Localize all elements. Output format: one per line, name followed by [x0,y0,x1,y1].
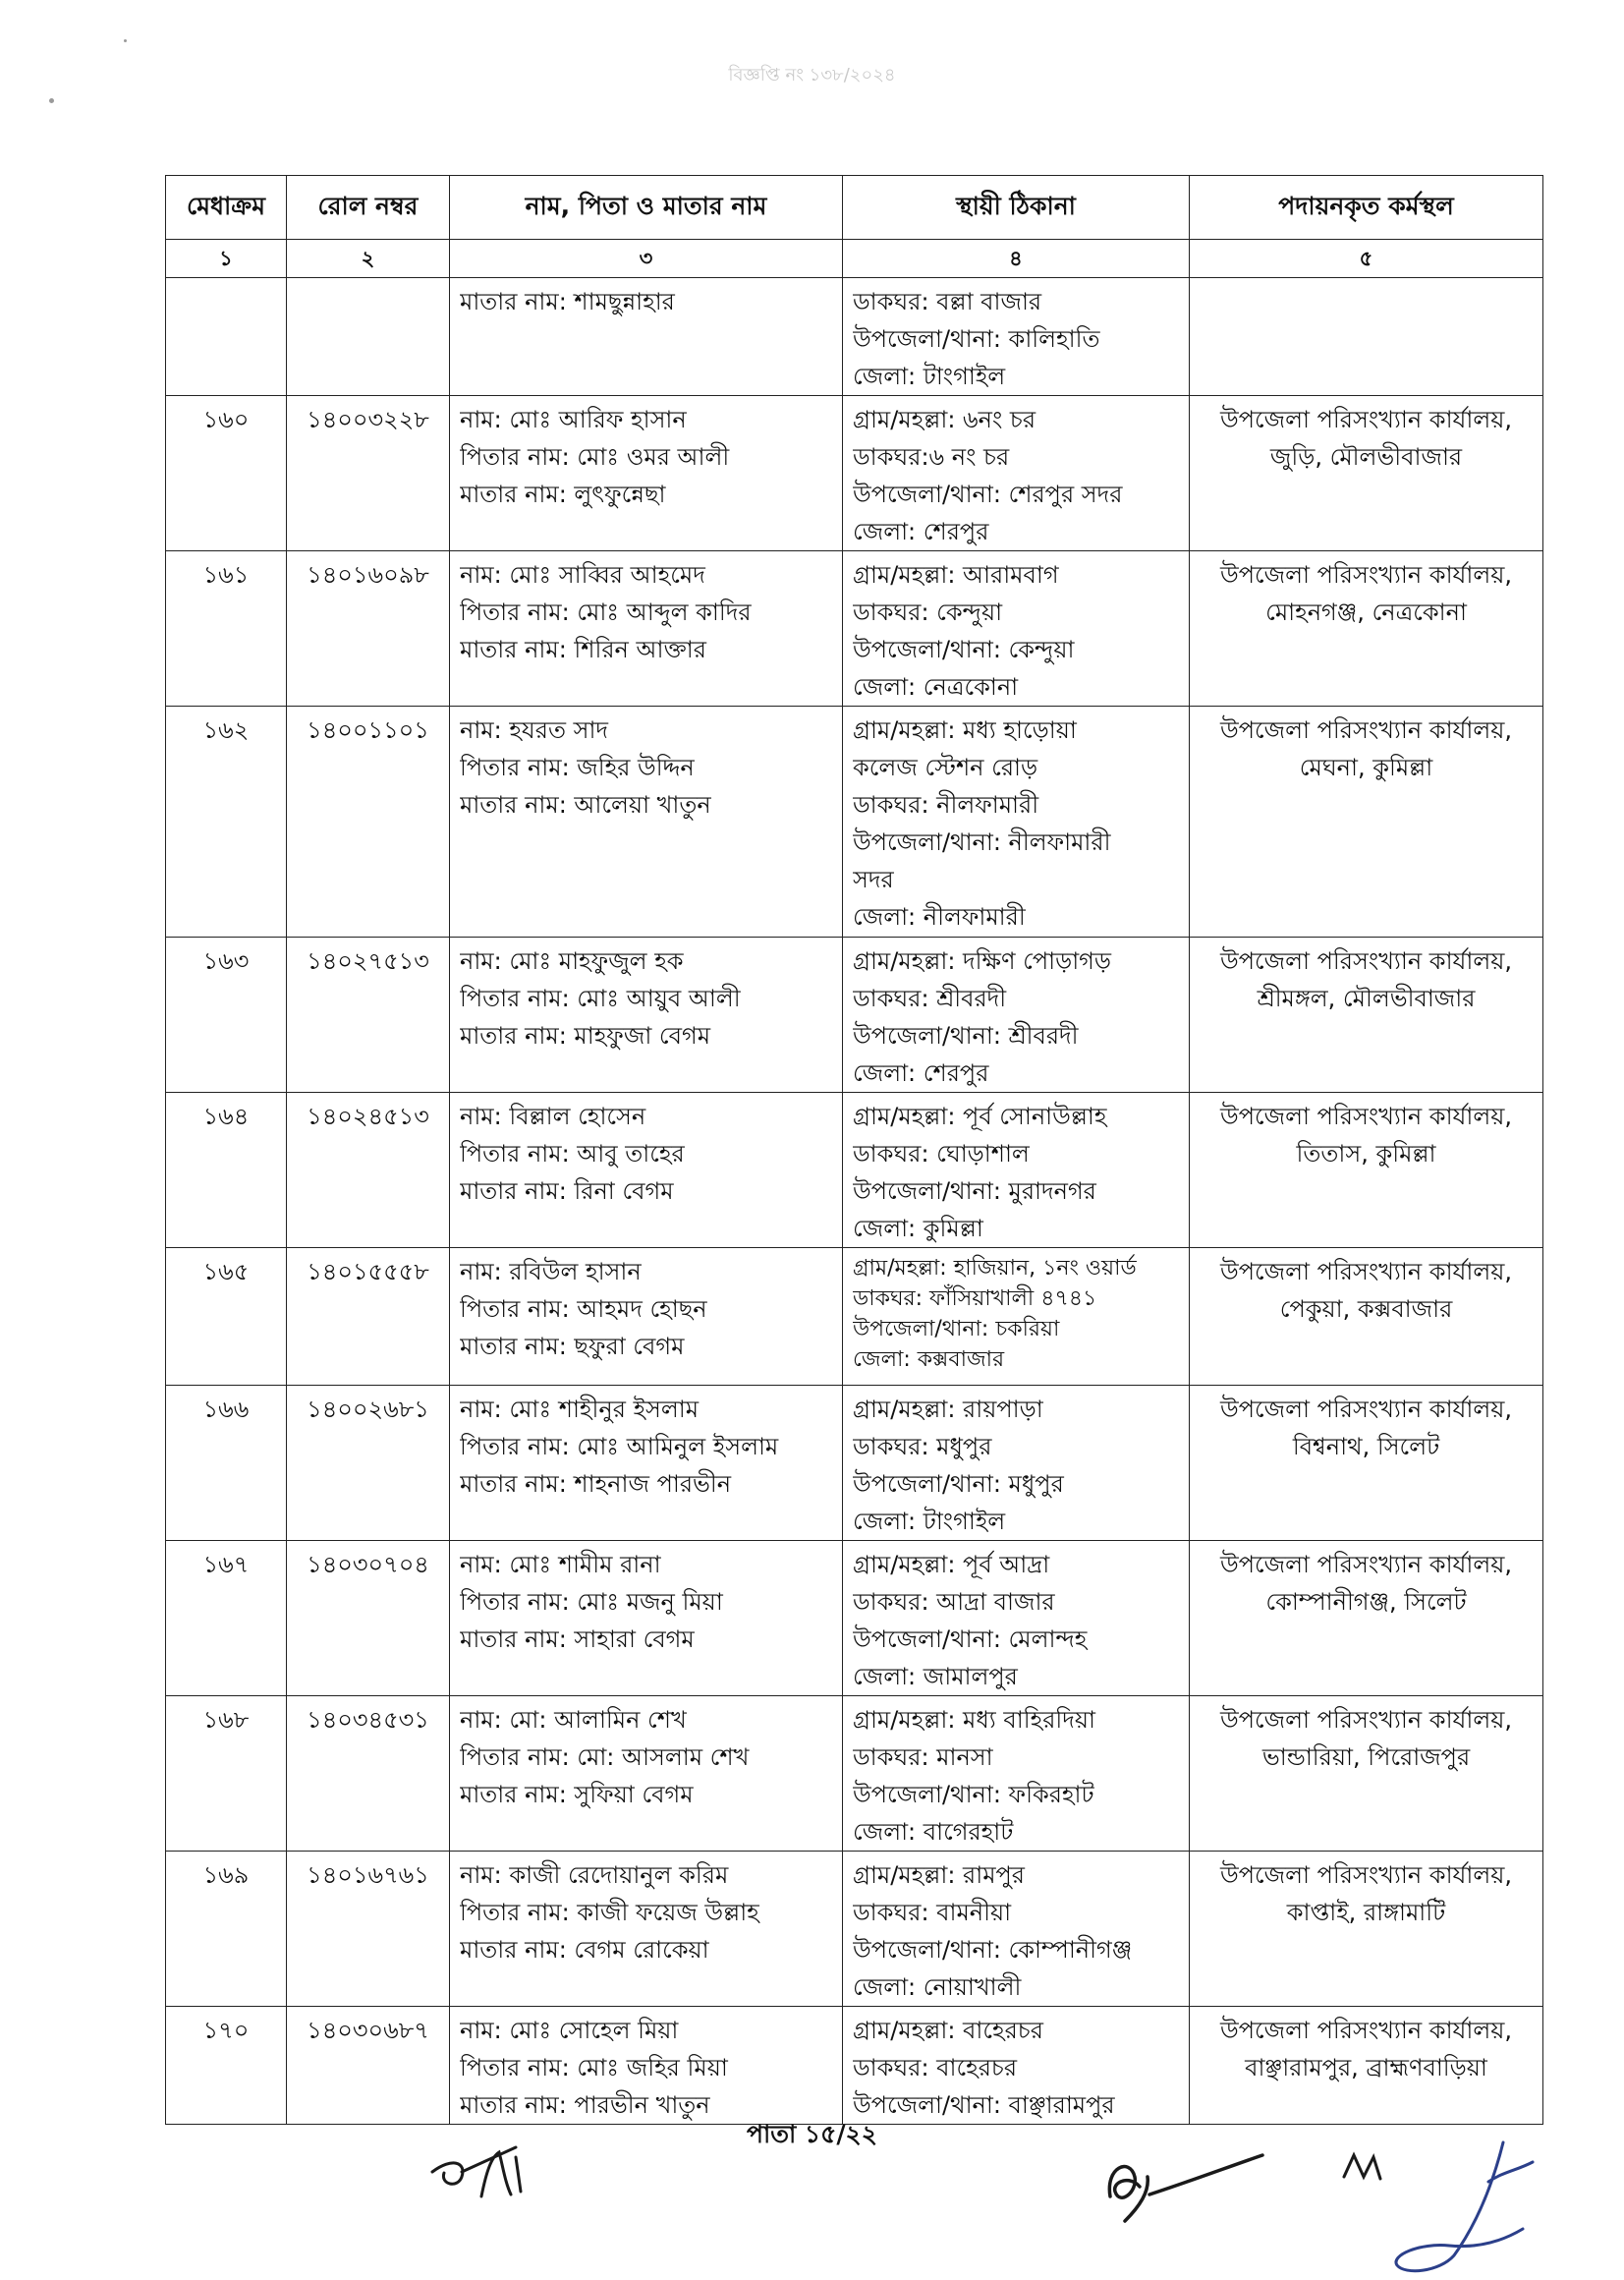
address-cell-line: গ্রাম/মহল্লা: দক্ষিণ পোড়াগড় [853,947,1112,975]
address-cell-line: উপজেলা/থানা: কালিহাতি [853,325,1100,353]
roll-cell [287,1093,450,1248]
table-row [166,2007,1543,2125]
address-cell-line: উপজেলা/থানা: শেরপুর সদর [853,481,1123,508]
table-row [166,1541,1543,1696]
address-cell-line: উপজেলা/থানা: শ্রীবরদী [853,1022,1079,1050]
address-cell-line: কলেজ স্টেশন রোড় [853,754,1038,781]
address-cell-line: জেলা: কুমিল্লা [853,1215,983,1242]
name-cell-line: পিতার নাম: মোঃ মজনু মিয়া [460,1588,723,1616]
address-cell-line: গ্রাম/মহল্লা: মধ্য বাহিরদিয়া [853,1706,1095,1734]
name-cell [450,1386,843,1541]
address-cell-line: গ্রাম/মহল্লা: রায়পাড়া [853,1396,1043,1423]
serial-cell [166,707,287,938]
col-number: ২ [287,240,450,278]
scan-speck [49,98,54,103]
address-cell-line: জেলা: বাগেরহাট [853,1818,1014,1846]
name-cell [450,1248,843,1386]
address-cell-line: জেলা: শেরপুর [853,518,989,545]
serial-cell-line: ১৬৬ [202,1396,250,1423]
table-body [166,278,1543,2125]
address-cell-line: জেলা: শেরপুর [853,1059,989,1087]
posting-cell [1190,278,1543,396]
roll-cell-line: ১৪০৩০৬৮৭ [307,2017,429,2044]
posting-cell-line: উপজেলা পরিসংখ্যান কার্যালয়, [1220,716,1512,744]
name-cell-line: মাতার নাম: সাহারা বেগম [460,1625,695,1653]
col-number: ৫ [1190,240,1543,278]
roll-cell-line: ১৪০৩৪৫৩১ [307,1706,429,1734]
name-cell-line: নাম: মোঃ সাব্বির আহমেদ [460,561,705,589]
table-row [166,1093,1543,1248]
posting-cell-line: উপজেলা পরিসংখ্যান কার্যালয়, [1220,1258,1512,1285]
scan-speck [124,39,127,42]
roll-cell-line: ১৪০২৭৫১৩ [307,947,429,975]
serial-cell [166,2007,287,2125]
address-cell-line: ডাকঘর: বল্লা বাজার [853,288,1042,315]
header-watermark: বিজ্ঞপ্তি নং ১৩৮/২০২৪ [728,65,896,86]
serial-cell [166,278,287,396]
table-row [166,551,1543,707]
name-cell-line: পিতার নাম: মোঃ আব্দুল কাদির [460,598,752,626]
address-cell [843,1696,1190,1852]
name-cell [450,1852,843,2007]
address-cell-line: গ্রাম/মহল্লা: ৬নং চর [853,406,1036,433]
address-cell [843,396,1190,551]
name-cell-line: মাতার নাম: মাহফুজা বেগম [460,1022,711,1050]
posting-cell-line: বিশ্বনাথ, সিলেট [1292,1433,1440,1460]
posting-cell-line: উপজেলা পরিসংখ্যান কার্যালয়, [1220,1396,1512,1423]
address-cell [843,1386,1190,1541]
name-cell [450,551,843,707]
serial-cell-line: ১৭০ [202,2017,250,2044]
signature-mark [1385,2133,1542,2280]
table-row [166,707,1543,938]
col-header-name: নাম, পিতা ও মাতার নাম [450,176,843,240]
col-header-roll: রোল নম্বর [287,176,450,240]
name-cell [450,396,843,551]
address-cell-line: জেলা: কক্সবাজার [853,1347,1005,1372]
address-cell-line: গ্রাম/মহল্লা: পূর্ব আদ্রা [853,1551,1050,1578]
signature-mark [422,2128,550,2206]
roll-cell-line: ১৪০০২৬৮১ [307,1396,429,1423]
address-cell-line: উপজেলা/থানা: কেন্দুয়া [853,636,1075,663]
posting-cell [1190,1852,1543,2007]
roll-cell-line: ১৪০৩০৭০৪ [307,1551,429,1578]
header-row [166,176,1543,240]
name-cell [450,1696,843,1852]
address-cell-line: উপজেলা/থানা: ফকিরহাট [853,1781,1094,1808]
name-cell-line: মাতার নাম: সুফিয়া বেগম [460,1781,694,1808]
roll-cell [287,1696,450,1852]
col-header-address: স্থায়ী ঠিকানা [843,176,1190,240]
address-cell-line: ডাকঘর: মধুপুর [853,1433,992,1460]
address-cell-line: ডাকঘর: মানসা [853,1743,993,1771]
address-cell-line: সদর [853,866,894,893]
serial-cell-line: ১৬৪ [202,1103,250,1130]
name-cell-line: মাতার নাম: শিরিন আক্তার [460,636,706,663]
posting-cell-line: পেকুয়া, কক্সবাজার [1279,1295,1453,1323]
posting-cell-line: উপজেলা পরিসংখ্যান কার্যালয়, [1220,1706,1512,1734]
address-cell-line: জেলা: নোয়াখালী [853,1973,1022,2001]
name-cell-line: মাতার নাম: বেগম রোকেয়া [460,1936,709,1964]
serial-cell [166,1386,287,1541]
name-cell-line: নাম: মোঃ আরিফ হাসান [460,406,687,433]
address-cell-line: জেলা: নেত্রকোনা [853,673,1019,701]
address-cell [843,1541,1190,1696]
address-cell-line: ডাকঘর: নীলফামারী [853,791,1039,819]
posting-cell-line: শ্রীমঙ্গল, মৌলভীবাজার [1257,985,1476,1012]
page-number: পাতা ১৫/২২ [746,2120,878,2148]
address-cell-line: ডাকঘর: শ্রীবরদী [853,985,1007,1012]
signature-mark [1091,2138,1267,2236]
roll-cell [287,707,450,938]
posting-cell [1190,1248,1543,1386]
table-row [166,396,1543,551]
posting-cell [1190,1541,1543,1696]
name-cell-line: নাম: মোঃ মাহফুজুল হক [460,947,684,975]
name-cell-line: পিতার নাম: আবু তাহের [460,1140,685,1168]
name-cell-line: নাম: মোঃ শামীম রানা [460,1551,661,1578]
table-row [166,1852,1543,2007]
serial-cell [166,1093,287,1248]
roll-cell [287,278,450,396]
posting-cell [1190,1386,1543,1541]
results-table-wrapper [165,175,1542,2125]
col-number: ৪ [843,240,1190,278]
posting-cell-line: উপজেলা পরিসংখ্যান কার্যালয়, [1220,1103,1512,1130]
col-header-posting: পদায়নকৃত কর্মস্থল [1190,176,1543,240]
posting-cell [1190,707,1543,938]
roll-cell-line: ১৪০০১১০১ [307,716,429,744]
roll-cell [287,551,450,707]
posting-cell-line: কোম্পানীগঞ্জ, সিলেট [1265,1588,1467,1616]
posting-cell-line: বাঞ্ছারামপুর, ব্রাহ্মণবাড়িয়া [1245,2054,1487,2081]
address-cell-line: জেলা: টাংগাইল [853,363,1006,390]
table-row [166,1248,1543,1386]
address-cell [843,707,1190,938]
address-cell-line: উপজেলা/থানা: মেলান্দহ [853,1625,1088,1653]
roll-cell [287,396,450,551]
roll-cell-line: ১৪০১৬৭৬১ [307,1861,429,1889]
posting-cell [1190,396,1543,551]
serial-cell [166,551,287,707]
address-cell-line: উপজেলা/থানা: কোম্পানীগঞ্জ [853,1936,1133,1964]
address-cell [843,551,1190,707]
serial-cell [166,1696,287,1852]
address-cell-line: উপজেলা/থানা: মুরাদনগর [853,1177,1096,1205]
address-cell [843,2007,1190,2125]
serial-cell-line: ১৬৭ [202,1551,250,1578]
address-cell-line: জেলা: টাংগাইল [853,1508,1006,1535]
address-cell-line: গ্রাম/মহল্লা: হাজিয়ান, ১নং ওয়ার্ড [853,1256,1137,1281]
name-cell-line: নাম: মোঃ সোহেল মিয়া [460,2017,679,2044]
address-cell [843,1093,1190,1248]
address-cell-line: গ্রাম/মহল্লা: মধ্য হাড়োয়া [853,716,1077,744]
address-cell-line: ডাকঘর: বামনীয়া [853,1899,1012,1926]
table-row [166,938,1543,1093]
address-cell-line: উপজেলা/থানা: নীলফামারী [853,828,1111,856]
address-cell [843,938,1190,1093]
serial-cell-line: ১৬৫ [202,1258,250,1285]
posting-cell [1190,551,1543,707]
name-cell-line: নাম: কাজী রেদোয়ানুল করিম [460,1861,729,1889]
roll-cell [287,1386,450,1541]
posting-cell-line: উপজেলা পরিসংখ্যান কার্যালয়, [1220,2017,1512,2044]
roll-cell-line: ১৪০১৬০৯৮ [307,561,429,589]
name-cell-line: পিতার নাম: মোঃ আয়ুব আলী [460,985,741,1012]
address-cell-line: উপজেলা/থানা: মধুপুর [853,1470,1064,1498]
address-cell-line: উপজেলা/থানা: বাঞ্ছারামপুর [853,2091,1115,2119]
serial-cell-line: ১৬০ [202,406,250,433]
posting-cell-line: উপজেলা পরিসংখ্যান কার্যালয়, [1220,1551,1512,1578]
address-cell-line: ডাকঘর:৬ নং চর [853,443,1010,471]
address-cell [843,1248,1190,1386]
name-cell [450,938,843,1093]
name-cell-line: পিতার নাম: কাজী ফয়েজ উল্লাহ [460,1899,759,1926]
address-cell-line: উপজেলা/থানা: চকরিয়া [853,1317,1060,1341]
name-cell-line: মাতার নাম: শামছুন্নাহার [460,288,675,315]
serial-cell-line: ১৬৮ [202,1706,250,1734]
name-cell-line: মাতার নাম: ছফুরা বেগম [460,1333,685,1360]
name-cell-line: নাম: মো: আলামিন শেখ [460,1706,687,1734]
posting-cell-line: উপজেলা পরিসংখ্যান কার্যালয়, [1220,406,1512,433]
serial-cell [166,1248,287,1386]
posting-cell-line: ভান্ডারিয়া, পিরোজপুর [1261,1743,1471,1771]
address-cell-line: ডাকঘর: বাহেরচর [853,2054,1018,2081]
name-cell-line: নাম: রবিউল হাসান [460,1258,642,1285]
address-cell-line: গ্রাম/মহল্লা: রামপুর [853,1861,1026,1889]
results-table [165,175,1543,2125]
name-cell-line: পিতার নাম: জহির উদ্দিন [460,754,695,781]
roll-cell [287,2007,450,2125]
roll-cell-line: ১৪০২৪৫১৩ [307,1103,429,1130]
posting-cell-line: মেঘনা, কুমিল্লা [1299,754,1433,781]
roll-cell [287,1248,450,1386]
name-cell-line: নাম: মোঃ শাহীনুর ইসলাম [460,1396,700,1423]
roll-cell [287,1541,450,1696]
name-cell [450,707,843,938]
col-number: ৩ [450,240,843,278]
serial-cell-line: ১৬১ [202,561,250,589]
address-cell [843,1852,1190,2007]
roll-cell-line: ১৪০০৩২২৮ [307,406,429,433]
name-cell-line: মাতার নাম: আলেয়া খাতুন [460,791,711,819]
serial-cell [166,396,287,551]
address-cell-line: জেলা: নীলফামারী [853,903,1026,931]
posting-cell-line: তিতাস, কুমিল্লা [1296,1140,1436,1168]
name-cell-line: পিতার নাম: মোঃ জহির মিয়া [460,2054,728,2081]
serial-cell-line: ১৬২ [202,716,250,744]
name-cell [450,1541,843,1696]
serial-cell-line: ১৬৯ [202,1861,250,1889]
name-cell-line: পিতার নাম: মো: আসলাম শেখ [460,1743,750,1771]
posting-cell-line: জুড়ি, মৌলভীবাজার [1269,443,1463,471]
roll-cell-line: ১৪০১৫৫৫৮ [307,1258,429,1285]
serial-cell [166,1852,287,2007]
name-cell [450,2007,843,2125]
table-row [166,1696,1543,1852]
name-cell [450,1093,843,1248]
name-cell-line: পিতার নাম: আহমদ হোছন [460,1295,707,1323]
name-cell-line: মাতার নাম: শাহনাজ পারভীন [460,1470,732,1498]
serial-cell-line: ১৬৩ [202,947,250,975]
address-cell-line: ডাকঘর: ফাঁসিয়াখালী ৪৭৪১ [853,1286,1097,1311]
posting-cell [1190,1696,1543,1852]
name-cell-line: মাতার নাম: রিনা বেগম [460,1177,674,1205]
table-row [166,1386,1543,1541]
posting-cell [1190,1093,1543,1248]
roll-cell [287,1852,450,2007]
posting-cell-line: মোহনগঞ্জ, নেত্রকোনা [1265,598,1467,626]
name-cell-line: মাতার নাম: পারভীন খাতুন [460,2091,710,2119]
posting-cell-line: উপজেলা পরিসংখ্যান কার্যালয়, [1220,561,1512,589]
name-cell-line: মাতার নাম: লুৎফুন্নেছা [460,481,666,508]
address-cell-line: ডাকঘর: কেন্দুয়া [853,598,1003,626]
name-cell-line: পিতার নাম: মোঃ আমিনুল ইসলাম [460,1433,779,1460]
address-cell-line: গ্রাম/মহল্লা: বাহেরচর [853,2017,1043,2044]
name-cell-line: নাম: হযরত সাদ [460,716,609,744]
table-row [166,278,1543,396]
address-cell-line: গ্রাম/মহল্লা: আরামবাগ [853,561,1059,589]
address-cell [843,278,1190,396]
name-cell [450,278,843,396]
column-number-row [166,240,1543,278]
col-number: ১ [166,240,287,278]
posting-cell [1190,938,1543,1093]
address-cell-line: গ্রাম/মহল্লা: পূর্ব সোনাউল্লাহ [853,1103,1107,1130]
address-cell-line: জেলা: জামালপুর [853,1663,1018,1690]
address-cell-line: ডাকঘর: আদ্রা বাজার [853,1588,1055,1616]
col-header-serial: মেধাক্রম [166,176,287,240]
posting-cell-line: কাপ্তাই, রাঙ্গামাটি [1286,1899,1446,1926]
posting-cell-line: উপজেলা পরিসংখ্যান কার্যালয়, [1220,947,1512,975]
posting-cell-line: উপজেলা পরিসংখ্যান কার্যালয়, [1220,1861,1512,1889]
roll-cell [287,938,450,1093]
address-cell-line: ডাকঘর: ঘোড়াশাল [853,1140,1030,1168]
posting-cell [1190,2007,1543,2125]
name-cell-line: নাম: বিল্লাল হোসেন [460,1103,646,1130]
name-cell-line: পিতার নাম: মোঃ ওমর আলী [460,443,730,471]
serial-cell [166,938,287,1093]
serial-cell [166,1541,287,1696]
